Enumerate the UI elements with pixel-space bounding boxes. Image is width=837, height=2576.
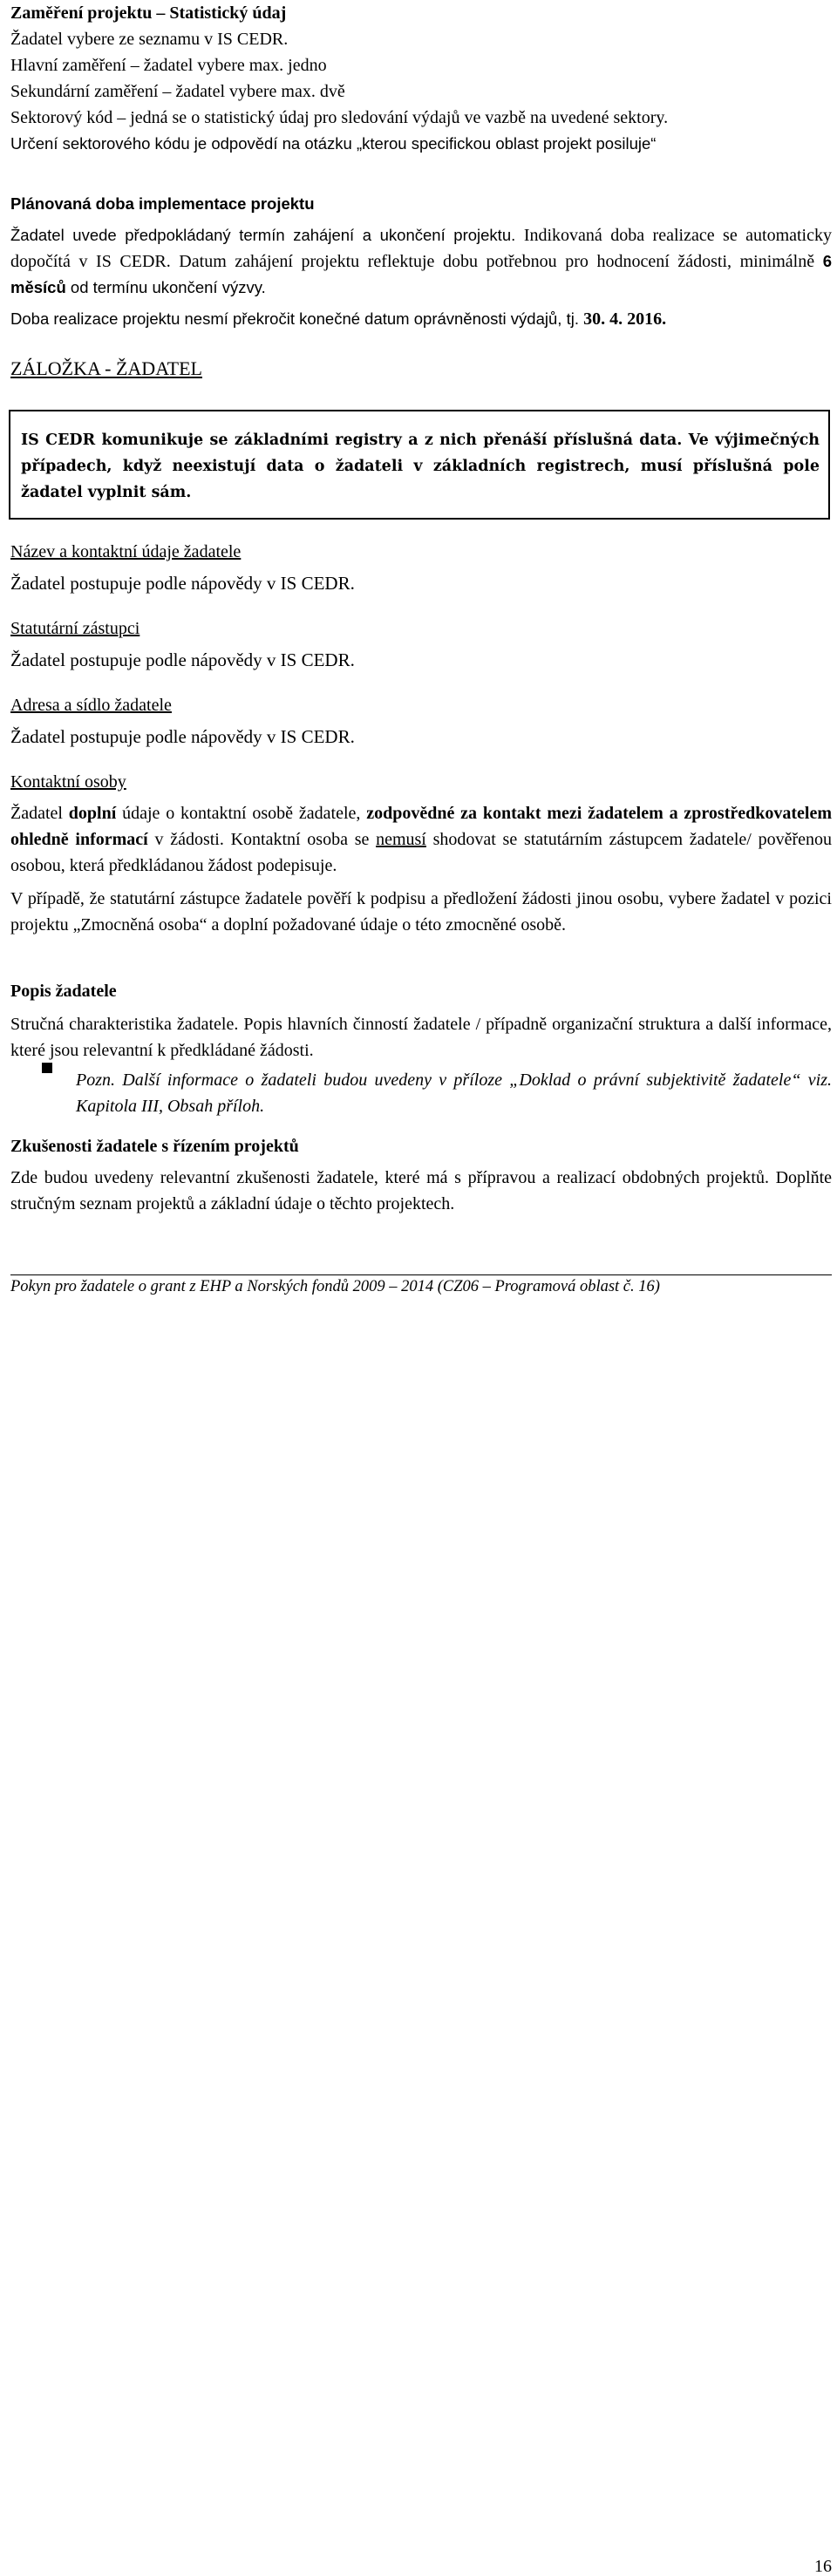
experience-heading: Zkušenosti žadatele s řízením projektů: [10, 1137, 299, 1156]
footer-text: Pokyn pro žadatele o grant z EHP a Norských fondů 2009 – 2014 (CZ06 – Programová oblast č. 16): [10, 1278, 660, 1295]
project-focus-line-5: Určení sektorového kódu je odpovědí na otázku „kterou specifickou oblast projekt posiluje“: [10, 134, 657, 153]
description-note: Pozn. Další informace o žadateli budou uvedeny v příloze „Doklad o právní subjektivitě žadatele“ viz. Kapitola III, Obsah příloh.: [76, 1071, 832, 1116]
experience-section: [10, 1133, 832, 1217]
project-focus-heading: Zaměření projektu – Statistický údaj: [10, 3, 287, 23]
page-number: 16: [814, 2557, 832, 2576]
statutory-heading: Statutární zástupci: [10, 619, 140, 638]
address-heading: Adresa a sídlo žadatele: [10, 696, 172, 715]
contact-info-section: [10, 539, 832, 596]
contact-info-text: Žadatel postupuje podle nápovědy v IS CEDR.: [10, 573, 355, 594]
address-text: Žadatel postupuje podle nápovědy v IS CEDR.: [10, 726, 355, 747]
project-focus-line-4: Sektorový kód – jedná se o statistický údaj pro sledování výdajů ve vazbě na uvedené sektory.: [10, 108, 669, 127]
statutory-text: Žadatel postupuje podle nápovědy v IS CEDR.: [10, 649, 355, 670]
notice-text: IS CEDR komunikuje se základními registry a z nich přenáší příslušná data. Ve výjimečných případech, když neexistují data o žadateli v základních registrech, musí příslušná pole žadatel vyplnit sám.: [21, 432, 820, 501]
footer: [10, 1277, 832, 2576]
contacts-section: [10, 769, 832, 938]
project-focus-section: [10, 0, 832, 157]
project-focus-line-3: Sekundární zaměření – žadatel vybere max. dvě: [10, 82, 345, 101]
contacts-heading: Kontaktní osoby: [10, 772, 126, 792]
implementation-heading: Plánovaná doba implementace projektu: [10, 194, 315, 213]
description-heading: Popis žadatele: [10, 982, 117, 1001]
address-section: [10, 692, 832, 750]
contacts-paragraph-1: Žadatel doplní údaje o kontaktní osobě žadatele, zodpovědné za kontakt mezi žadatelem a zprostředkovatelem ohledně informací v žádosti. Kontaktní osoba se nemusí shodovat se statutárním zástupcem žadatele/ pověřenou osobou, která předkládanou žádost podepisuje.: [10, 804, 832, 875]
implementation-paragraph-1: Žadatel uvede předpokládaný termín zahájení a ukončení projektu. Indikovaná doba realizace se automaticky dopočítá v IS CEDR. Datum zahájení projektu reflektuje dobu potřebnou pro hodnocení žádosti, minimálně 6 měsíců od termínu ukončení výzvy.: [10, 226, 832, 296]
contacts-paragraph-2: V případě, že statutární zástupce žadatele pověří k podpisu a předložení žádosti jinou osobu, vybere žadatel v pozici projektu „Zmocněná osoba“ a doplní požadované údaje o této zmocněné osobě.: [10, 889, 832, 935]
implementation-paragraph-2: Doba realizace projektu nesmí překročit konečné datum oprávněnosti výdajů, tj. 30. 4. 2016.: [10, 309, 667, 329]
project-focus-line-1: Žadatel vybere ze seznamu v IS CEDR.: [10, 30, 289, 49]
section-title-zalozka-zadatel: ZÁLOŽKA - ŽADATEL: [10, 357, 202, 379]
statutory-section: [10, 615, 832, 673]
notice-box: [9, 410, 830, 520]
contact-info-heading: Název a kontaktní údaje žadatele: [10, 542, 242, 561]
implementation-section: [10, 191, 832, 332]
description-text: Stručná charakteristika žadatele. Popis hlavních činností žadatele / případně organizační struktura a další informace, které jsou relevantní k předkládané žádosti.: [10, 1015, 832, 1060]
description-section: [10, 978, 832, 1119]
square-bullet-icon: [42, 1063, 52, 1073]
experience-text: Zde budou uvedeny relevantní zkušenosti žadatele, které má s přípravou a realizací obdobných projektů. Doplňte stručným seznam projektů a základní údaje o těchto projektech.: [10, 1168, 832, 1213]
project-focus-line-2: Hlavní zaměření – žadatel vybere max. jedno: [10, 56, 327, 75]
footer-divider: [10, 1274, 832, 1275]
